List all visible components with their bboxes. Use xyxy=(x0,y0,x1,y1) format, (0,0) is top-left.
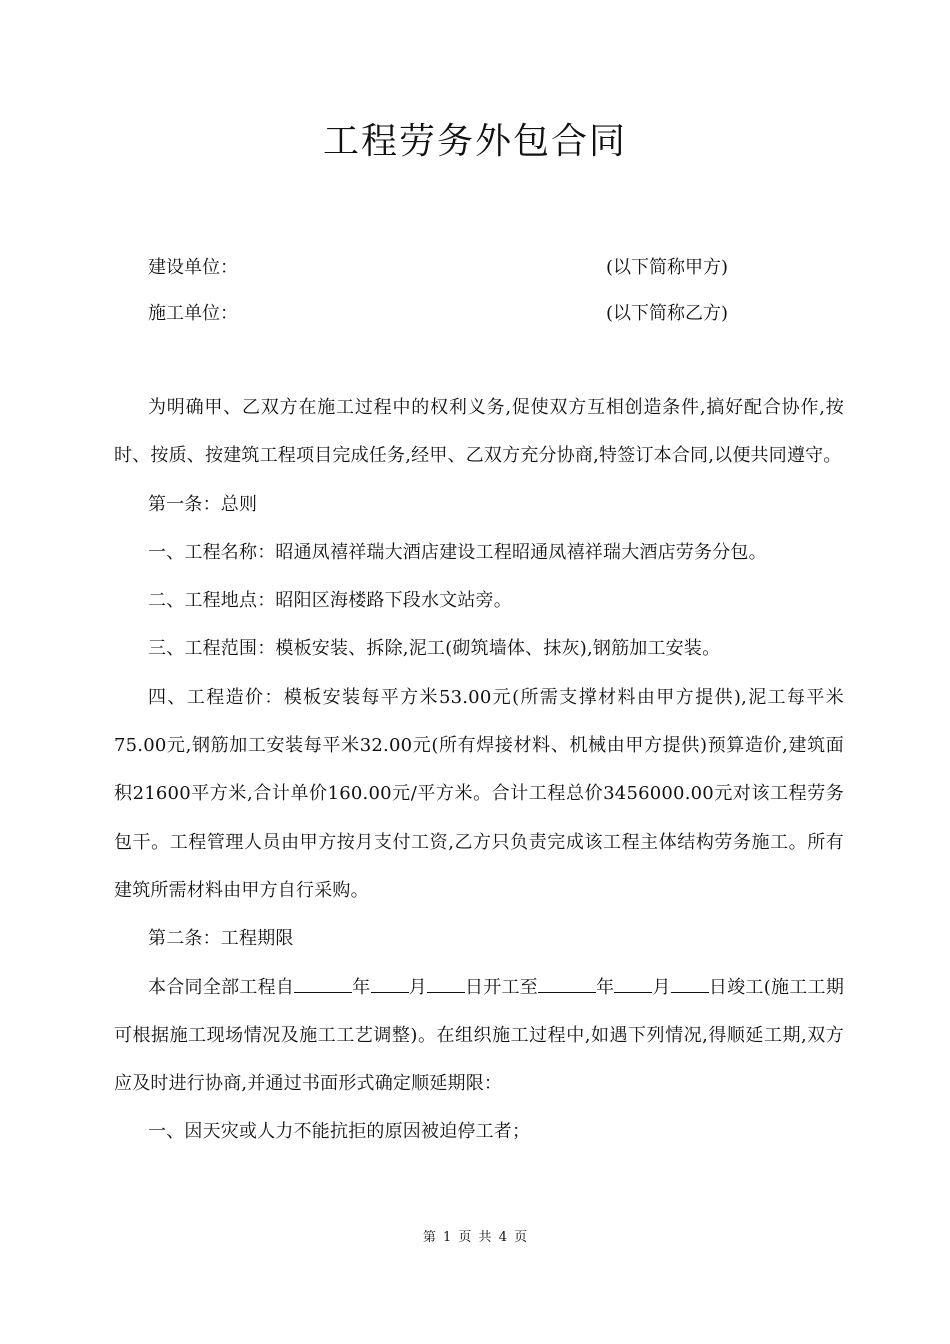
start-day-label: 日开工至 xyxy=(464,976,539,998)
year-label: 年 xyxy=(596,976,615,998)
month-label: 月 xyxy=(408,976,427,998)
party-label: 建设单位： xyxy=(148,257,238,278)
end-day-blank xyxy=(671,972,709,993)
article-2-item: 一、因天灾或人力不能抗拒的原因被迫停工者； xyxy=(148,1121,531,1143)
period-suffix: (施工工期可根据施工现场情况及施工工艺调整)。在组织施工过程中,如遇下列情况,得顺延工期,双方应及时进行协商,并通过书面形式确定顺延期限： xyxy=(114,976,845,1095)
year-label: 年 xyxy=(352,976,371,998)
article-1-heading: 第一条：总则 xyxy=(148,493,258,515)
period-prefix: 本合同全部工程自 xyxy=(148,976,295,998)
start-month-blank xyxy=(371,972,409,993)
article-1-item: 一、工程名称：昭通凤禧祥瑞大酒店建设工程昭通凤禧祥瑞大酒店劳务分包。 xyxy=(148,541,767,563)
party-construction-unit xyxy=(148,253,848,283)
contract-body xyxy=(114,384,844,1157)
party-alias: (以下简称乙方) xyxy=(606,303,729,324)
article-2-heading: 第二条：工程期限 xyxy=(148,928,294,950)
article-2-period-paragraph xyxy=(114,964,844,1109)
party-alias: (以下简称甲方) xyxy=(606,257,729,278)
intro-paragraph: 为明确甲、乙双方在施工过程中的权利义务,促使双方互相创造条件,搞好配合协作,按时、按质、按建筑工程项目完成任务,经甲、乙双方充分协商,特签订本合同,以便共同遵守。 xyxy=(114,397,844,467)
article-1-item: 三、工程范围：模板安装、拆除,泥工(砌筑墙体、抹灰),钢筋加工安装。 xyxy=(148,638,721,660)
document-title: 工程劳务外包合同 xyxy=(322,121,627,162)
party-contractor-unit xyxy=(148,299,848,329)
month-label: 月 xyxy=(652,976,671,998)
start-year-blank xyxy=(294,972,352,993)
end-year-blank xyxy=(538,972,596,993)
end-month-blank xyxy=(614,972,652,993)
party-label: 施工单位： xyxy=(148,303,238,324)
start-day-blank xyxy=(427,972,465,993)
article-1-item: 二、工程地点：昭阳区海楼路下段水文站旁。 xyxy=(148,590,512,612)
page-footer: 第 1 页 共 4 页 xyxy=(422,1230,528,1245)
end-day-label: 日竣工 xyxy=(708,976,764,998)
article-1-item: 四、工程造价：模板安装每平方米53.00元(所需支撑材料由甲方提供),泥工每平米75.00元,钢筋加工安装每平米32.00元(所有焊接材料、机械由甲方提供)预算造价,建筑面积21600平方米,合计单价160.00元/平方米。合计工程总价3456000.00元对该工程劳务包干。工程管理人员由甲方按月支付工资,乙方只负责完成该工程主体结构劳务施工。所有建筑所需材料由甲方自行采购。 xyxy=(114,686,844,901)
